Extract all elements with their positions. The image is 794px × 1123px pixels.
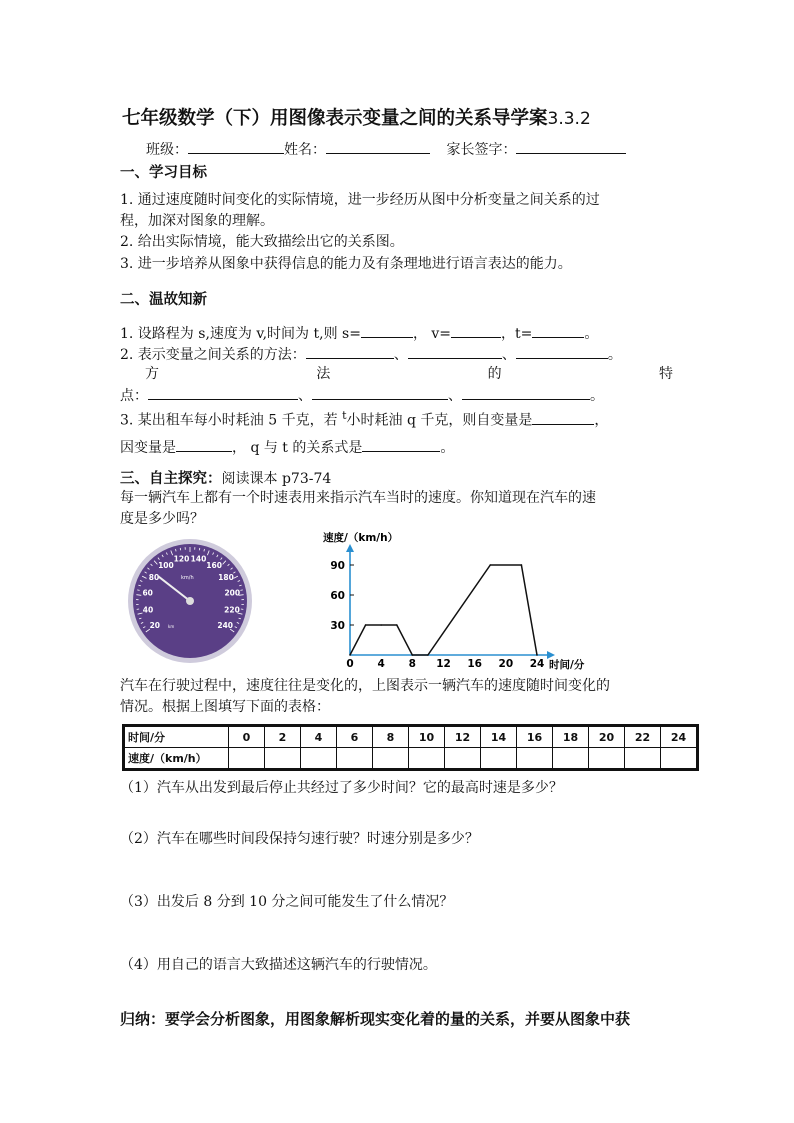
chart-point	[396, 624, 398, 626]
speedometer-small-label: km	[168, 624, 175, 629]
speedometer-hub	[186, 597, 194, 605]
time-cell: 18	[553, 727, 589, 748]
section3-heading-sub: 阅读课本 p73-74	[221, 471, 332, 487]
q1-text-a: 1. 设路程为 s,速度为 v,时间为 t,则 s=	[120, 326, 361, 342]
speedometer-tick	[137, 590, 139, 591]
chart-y-tick-label: 60	[330, 590, 345, 602]
char: 的	[487, 366, 502, 382]
speed-time-chart	[315, 526, 615, 674]
chart-point	[536, 654, 538, 656]
speedometer-label: 200	[224, 588, 241, 598]
page-title	[122, 104, 591, 130]
review-q2-features	[145, 364, 673, 384]
speed-cell[interactable]	[625, 748, 661, 769]
desc-line-2: 情况。根据上图填写下面的表格：	[120, 699, 330, 715]
time-cell: 20	[589, 727, 625, 748]
chart-x-tick-label: 12	[436, 658, 451, 670]
review-q2	[120, 344, 622, 365]
q3-text-e: 。	[440, 440, 455, 456]
chart-series-line	[350, 565, 537, 655]
sign-label: 家长签字：	[446, 142, 517, 158]
chart-x-tick-label: 16	[467, 658, 482, 670]
chart-point	[427, 654, 429, 656]
speedometer-label: 220	[224, 605, 240, 615]
class-label: 班级：	[146, 142, 188, 158]
q3-text-c: 因变量是	[120, 440, 176, 456]
speedometer-tick	[180, 548, 181, 550]
speed-cell[interactable]	[481, 748, 517, 769]
goal-3: 3. 进一步培养从图象中获得信息的能力及有条理地进行语言表达的能力。	[120, 256, 572, 272]
speedometer-label: 240	[217, 621, 234, 631]
q3-t: t	[342, 409, 347, 422]
relation-field[interactable]	[362, 437, 440, 452]
sep: 、	[448, 388, 462, 404]
method-field-3[interactable]	[516, 344, 608, 359]
speedometer-label: 160	[206, 560, 222, 570]
speed-cell[interactable]	[229, 748, 265, 769]
section2-heading: 二、温故知新	[120, 292, 207, 308]
chart-point	[412, 654, 414, 656]
method-field-1[interactable]	[306, 344, 394, 359]
speedometer-image	[124, 538, 256, 664]
indep-field[interactable]	[532, 410, 594, 425]
q3-text-a: 3. 某出租车每小时耗油 5 千克，若	[120, 412, 338, 429]
section3-heading-text: 三、自主探究：	[120, 471, 222, 487]
q2-end: 。	[590, 388, 604, 404]
char: 方	[145, 366, 159, 382]
time-cell: 12	[445, 727, 481, 748]
review-q2-features-line	[120, 385, 604, 406]
question-1: （1）汽车从出发到最后停止共经过了多少时间？它的最高时速是多少？	[120, 780, 563, 796]
char: 法	[316, 366, 331, 382]
chart-point	[521, 564, 523, 566]
speed-header: 速度/（km/h）	[125, 748, 229, 769]
chart-x-tick-label: 4	[377, 658, 385, 670]
dep-field[interactable]	[176, 437, 232, 452]
section1-heading: 一、学习目标	[120, 165, 207, 181]
chart-x-tick-label: 8	[408, 658, 416, 670]
speedometer-label: 20	[149, 621, 161, 631]
time-cell: 6	[337, 727, 373, 748]
speedometer-label: 60	[142, 588, 153, 598]
section3-heading	[120, 469, 331, 489]
speed-cell[interactable]	[589, 748, 625, 769]
time-cell: 10	[409, 727, 445, 748]
time-cell: 8	[373, 727, 409, 748]
goal-1: 1. 通过速度随时间变化的实际情境，进一步经历从图中分析变量之间关系的过	[120, 192, 600, 208]
time-cell: 2	[265, 727, 301, 748]
speedometer-label: 80	[148, 573, 160, 582]
time-cell: 0	[229, 727, 265, 748]
q3-text-d: ， q 与 t 的关系式是	[232, 440, 363, 456]
speed-cell[interactable]	[265, 748, 301, 769]
q1-text-b: ， v=	[412, 326, 452, 342]
speed-cell[interactable]	[517, 748, 553, 769]
method-field-2[interactable]	[408, 344, 502, 359]
v-field[interactable]	[451, 323, 501, 338]
class-field[interactable]	[188, 139, 284, 154]
goal-2: 2. 给出实际情境，能大致描绘出它的关系图。	[120, 234, 404, 250]
question-4: （4）用自己的语言大致描述这辆汽车的行驶情况。	[120, 957, 437, 973]
chart-x-tick-label: 24	[529, 658, 545, 670]
q1-text-c: ，t=	[501, 326, 533, 342]
chart-y-tick-label: 90	[330, 560, 345, 572]
chart-x-tick-label: 20	[498, 658, 514, 670]
chart-y-label: 速度/（km/h）	[323, 532, 399, 544]
sign-field[interactable]	[516, 139, 626, 154]
speed-table-grid	[124, 726, 697, 769]
feature-field-2[interactable]	[312, 385, 448, 400]
sep: 、	[501, 347, 516, 363]
speedometer-label: 140	[190, 554, 207, 564]
time-cell: 22	[625, 727, 661, 748]
review-q1	[120, 323, 598, 344]
q2-end: 。	[607, 347, 622, 363]
feature-field-1[interactable]	[148, 385, 298, 400]
title-text: 七年级数学（下）用图像表示变量之间的关系导学案	[122, 108, 548, 129]
t-field[interactable]	[532, 323, 584, 338]
review-q3	[120, 406, 608, 431]
desc-line-1: 汽车在行驶过程中，速度往往是变化的，上图表示一辆汽车的速度随时间变化的	[120, 678, 610, 694]
speed-cell[interactable]	[661, 748, 697, 769]
chart-y-tick-label: 30	[330, 620, 345, 632]
speed-cell[interactable]	[301, 748, 337, 769]
name-field[interactable]	[326, 139, 430, 154]
sep: 、	[393, 347, 408, 363]
feature-field-3[interactable]	[462, 385, 590, 400]
chart-point	[490, 564, 492, 566]
intro-line-1: 每一辆汽车上都有一个时速表用来指示汽车当时的速度。你知道现在汽车的速	[120, 490, 596, 506]
speedometer-tick	[199, 548, 200, 550]
goal-1-cont: 程，加深对图象的理解。	[120, 213, 274, 229]
q2-text: 2. 表示变量之间关系的方法：	[120, 347, 306, 363]
char: 特	[658, 366, 673, 382]
chart-point	[349, 654, 351, 656]
speed-cell[interactable]	[337, 748, 373, 769]
title-number: 3.3.2	[547, 109, 591, 129]
chart-x-arrow	[547, 651, 555, 659]
time-cell: 24	[661, 727, 697, 748]
chart-point	[365, 624, 367, 626]
speedometer-unit: km/h	[181, 575, 194, 581]
chart-x-tick-label: 0	[346, 658, 354, 670]
comma: ，	[594, 412, 609, 429]
summary: 归纳：要学会分析图象，用图象解析现实变化着的量的关系，并要从图象中获	[120, 1010, 631, 1028]
q3-text-b: 小时耗油 q 千克，则自变量是	[346, 412, 533, 429]
speedometer-label: 40	[142, 605, 154, 615]
time-cell: 4	[301, 727, 337, 748]
speed-table	[122, 724, 699, 771]
time-cell: 14	[481, 727, 517, 748]
speedometer-label: 180	[218, 573, 234, 582]
review-q3-b	[120, 437, 454, 458]
speed-cell[interactable]	[409, 748, 445, 769]
intro-line-2: 度是多少吗？	[120, 511, 204, 527]
speedometer-tick	[240, 590, 242, 591]
s-field[interactable]	[361, 323, 413, 338]
speed-cell[interactable]	[553, 748, 589, 769]
question-2: （2）汽车在哪些时间段保持匀速行驶？时速分别是多少？	[120, 831, 479, 847]
question-3: （3）出发后 8 分到 10 分之间可能发生了什么情况？	[120, 894, 454, 910]
q1-text-d: 。	[584, 326, 599, 342]
speedometer-label: 100	[158, 560, 174, 570]
speed-cell[interactable]	[373, 748, 409, 769]
chart-point	[380, 624, 382, 626]
sep: 、	[298, 388, 312, 404]
time-header: 时间/分	[125, 727, 229, 748]
speed-cell[interactable]	[445, 748, 481, 769]
name-label: 姓名：	[284, 142, 326, 158]
info-line	[146, 139, 626, 160]
chart-y-arrow	[346, 544, 354, 552]
time-cell: 16	[517, 727, 553, 748]
q2c-text: 点：	[120, 388, 148, 404]
chart-x-label: 时间/分	[549, 659, 585, 671]
speedometer-label: 120	[173, 554, 190, 564]
